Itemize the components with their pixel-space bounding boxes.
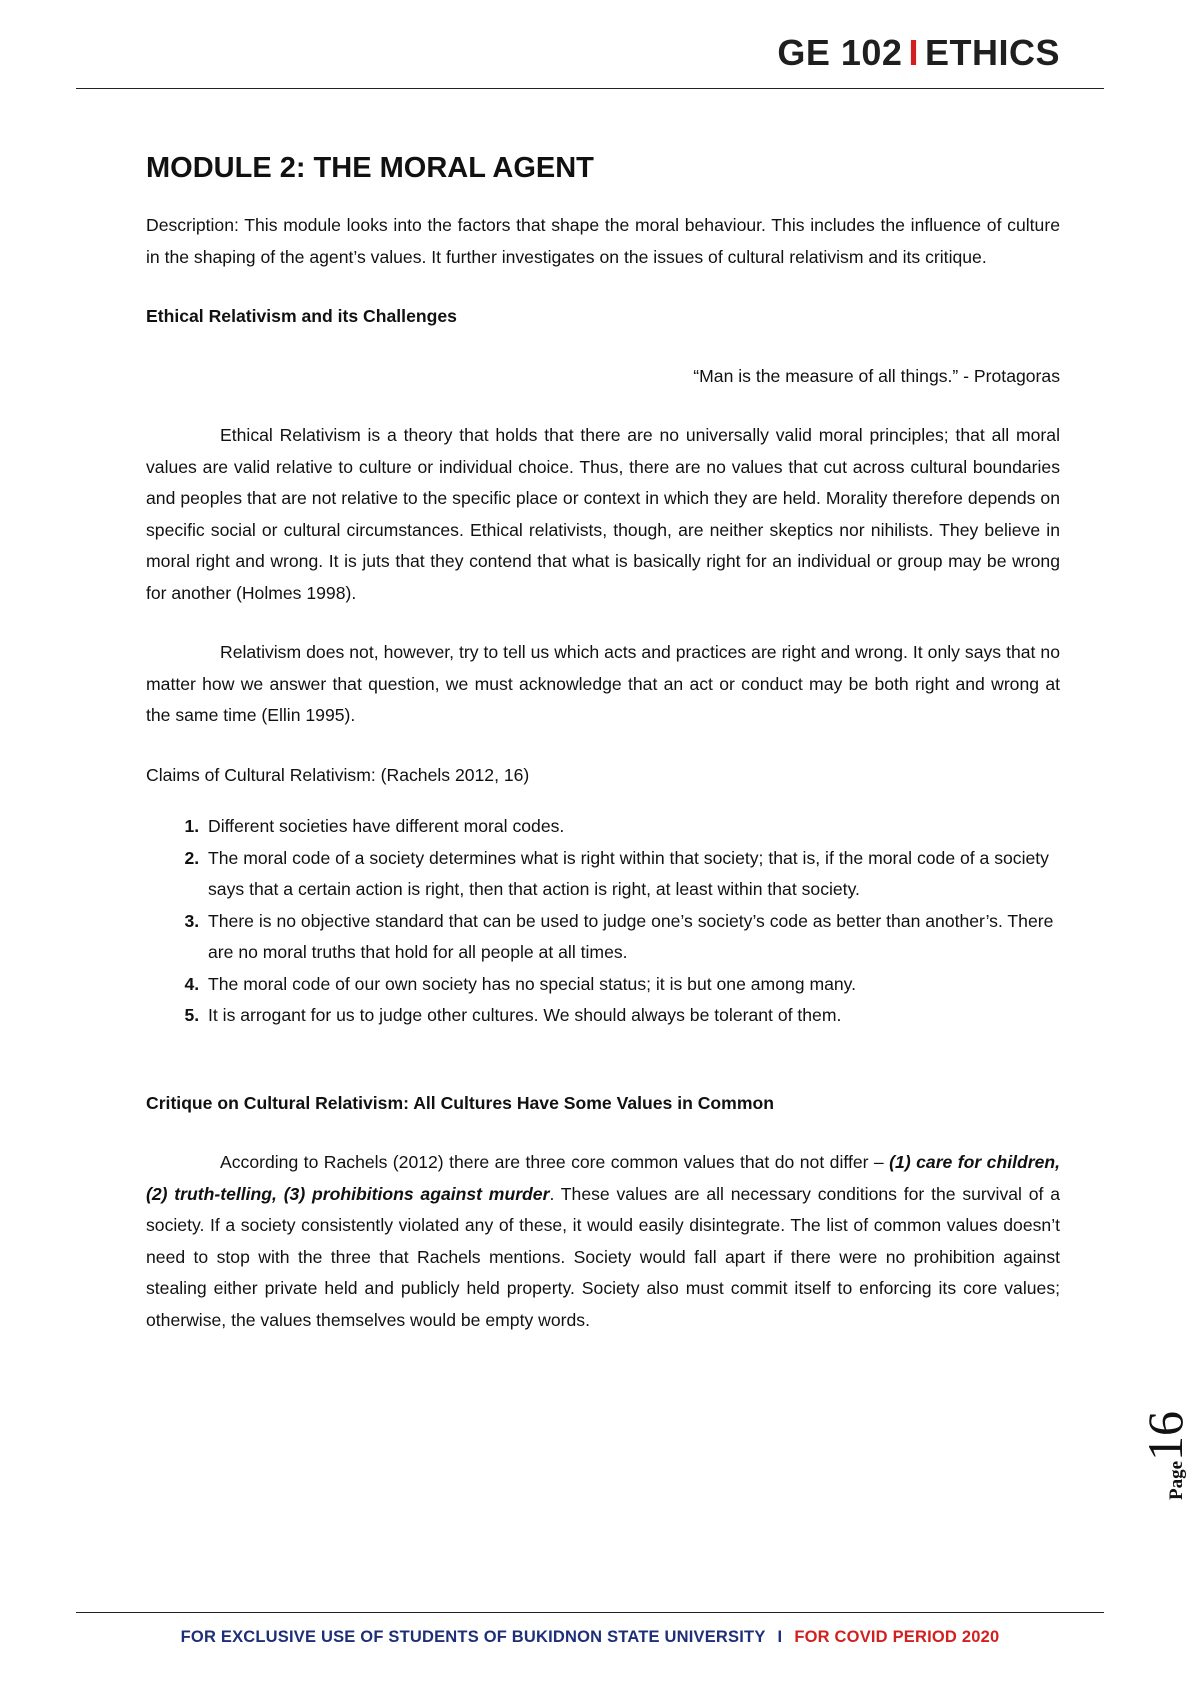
protagoras-quote: “Man is the measure of all things.” - Protagoras <box>693 365 1060 386</box>
document-header <box>777 32 1060 74</box>
module-description: Description: This module looks into the factors that shape the moral behaviour. This includes the influence of culture in the shaping of the agent’s values. It further investigates on the issues of cultural relativism and its critique. <box>146 215 1060 267</box>
course-code: GE 102 <box>777 32 903 73</box>
footer-left-text: FOR EXCLUSIVE USE OF STUDENTS OF BUKIDNON STATE UNIVERSITY <box>180 1628 766 1646</box>
footer-separator: I <box>777 1628 783 1646</box>
list-item: 1. Different societies have different moral codes. <box>204 811 1060 843</box>
page-number <box>1136 1411 1194 1500</box>
section-heading-ethical-relativism: Ethical Relativism and its Challenges <box>146 306 457 326</box>
paragraph-ethical-relativism: Ethical Relativism is a theory that holds that there are no universally valid moral principles; that all moral values are valid relative to culture or individual choice. Thus, there are no values that cut across cultural boundaries and peoples that are not relative to the specific place or context in which they are held. Morality therefore depends on specific social or cultural circumstances. Ethical relativists, though, are neither skeptics nor nihilists. They believe in moral right and wrong. It is juts that they contend that what is basically right for an individual or group may be wrong for another (Holmes 1998). <box>146 425 1060 603</box>
critique-rest: . These values are all necessary conditions for the survival of a society. If a society consistently violated any of these, it would easily disintegrate. The list of common values doesn’t need to stop with the three that Rachels mentions. Society would fall apart if there were no prohibition against stealing either private held and publicly held property. Society also must commit itself to enforcing its core values; otherwise, the values themselves would be empty words. <box>146 1183 1061 1330</box>
header-separator: I <box>908 32 919 73</box>
page-content <box>146 148 1060 1336</box>
footer-right-text: FOR COVID PERIOD 2020 <box>794 1628 1000 1646</box>
list-item: 3. There is no objective standard that can be used to judge one’s society’s code as better than another’s. There are no moral truths that hold for all people at all times. <box>204 906 1060 969</box>
list-item: 4. The moral code of our own society has no special status; it is but one among many. <box>204 969 1060 1001</box>
claims-heading: Claims of Cultural Relativism: (Rachels 2012, 16) <box>146 764 530 785</box>
header-rule <box>76 88 1104 89</box>
module-title: MODULE 2: THE MORAL AGENT <box>146 152 594 184</box>
list-item: 2. The moral code of a society determines what is right within that society; that is, if the moral code of a society says that a certain action is right, then that action is right, at least within that society. <box>204 843 1060 906</box>
claims-list <box>146 811 1060 1032</box>
core-values-emphasis: (1) care for children, (2) truth-telling, (3) prohibitions against murder <box>146 1152 1060 1204</box>
footer-rule <box>76 1612 1104 1613</box>
page-label: Page <box>1166 1460 1187 1500</box>
critique-intro: According to Rachels (2012) there are three core common values that do not differ – <box>220 1152 884 1172</box>
section-heading-critique: Critique on Cultural Relativism: All Cultures Have Some Values in Common <box>146 1092 774 1113</box>
list-item: 5. It is arrogant for us to judge other cultures. We should always be tolerant of them. <box>204 1000 1060 1032</box>
page-number-value: 16 <box>1137 1410 1193 1461</box>
paragraph-relativism: Relativism does not, however, try to tell us which acts and practices are right and wrong. It only says that no matter how we answer that question, we must acknowledge that an act or conduct may be both right and wrong at the same time (Ellin 1995). <box>146 642 1060 725</box>
paragraph-critique <box>146 1147 1060 1336</box>
subject-name: ETHICS <box>924 32 1060 73</box>
document-footer <box>76 1628 1104 1647</box>
